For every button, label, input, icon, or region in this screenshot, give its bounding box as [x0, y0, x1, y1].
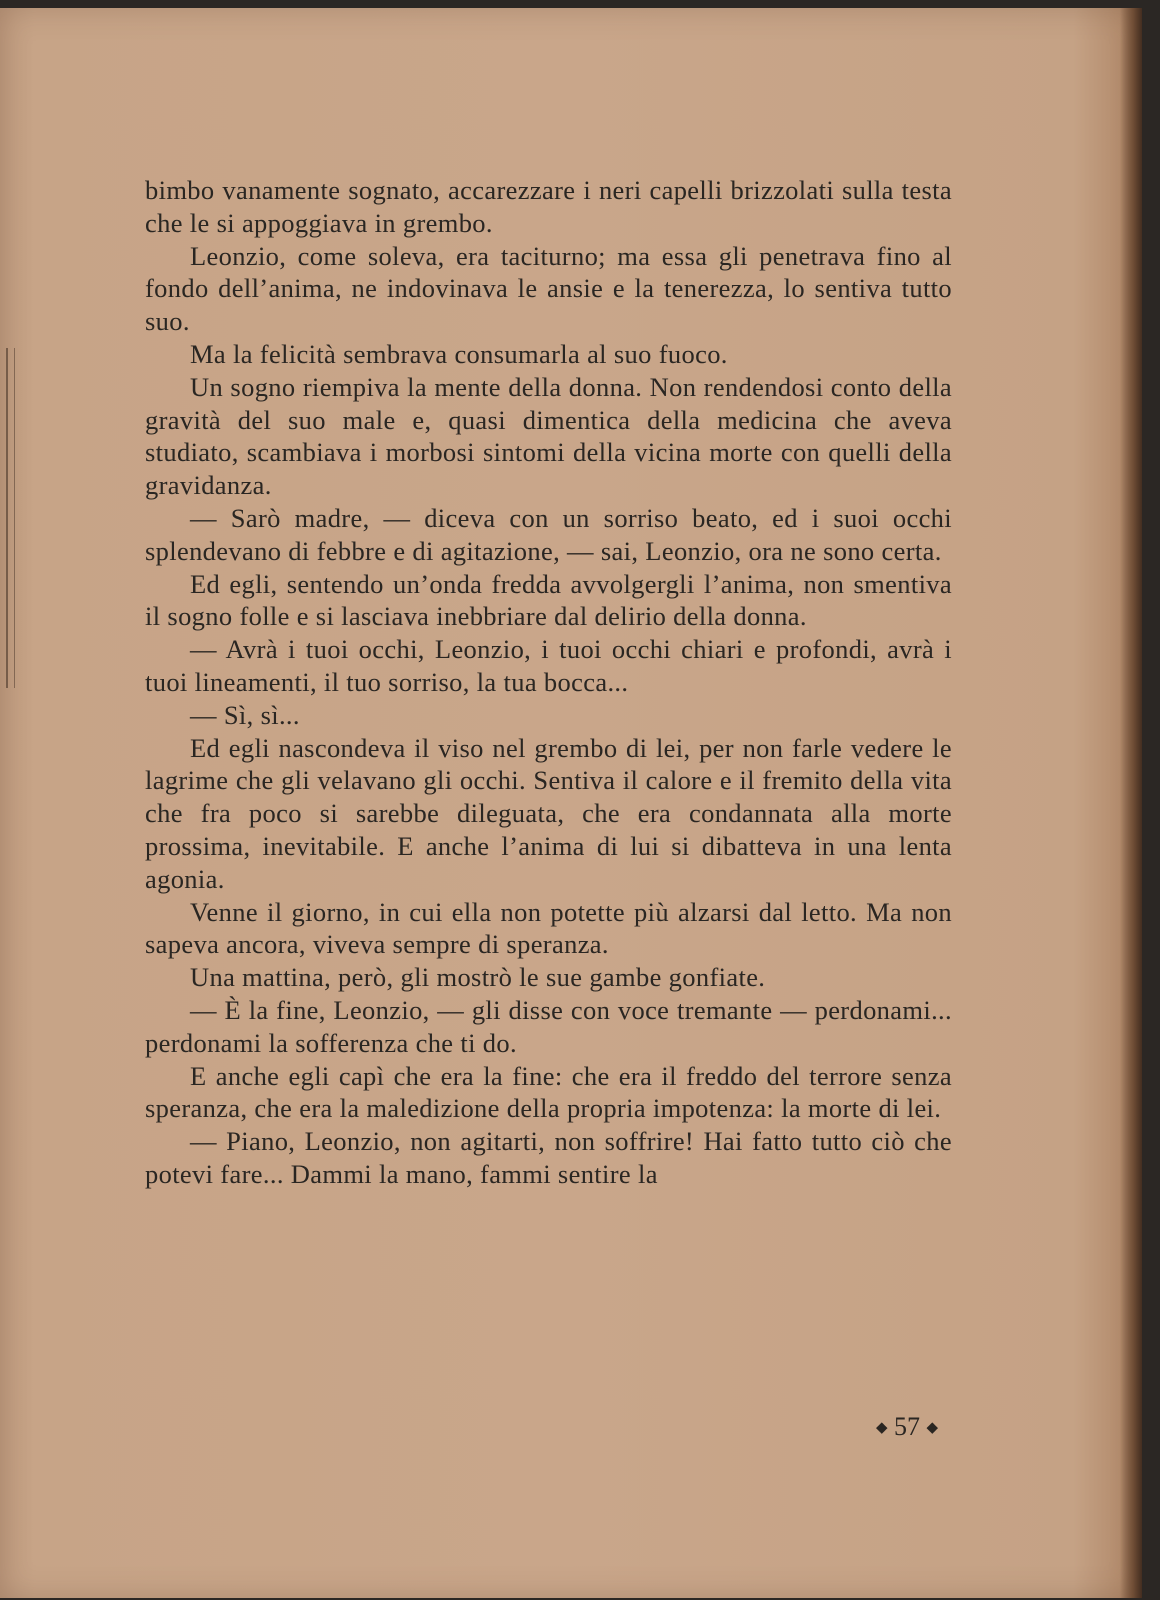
paragraph: Ed egli nascondeva il viso nel grembo di lei, per non farle vedere le lagrime che gli velavano gli occhi. Sentiva il calore e il fremito della vita che fra poco si sarebbe dileguata, che era condannata alla morte prossima, inevitabile. E anche l’anima di lui si dibatteva in una lenta agonia. [145, 732, 952, 894]
body-text [145, 174, 952, 1191]
paragraph: bimbo vanamente sognato, accarezzare i neri capelli brizzolati sulla testa che le si appoggiava in grembo. [145, 175, 952, 238]
paragraph: — Sarò madre, — diceva con un sorriso beato, ed i suoi occhi splendevano di febbre e di agitazione, — sai, Leonzio, ora ne sono certa. [145, 502, 952, 566]
paragraph: Leonzio, come soleva, era taciturno; ma essa gli penetrava fino al fondo dell’anima, ne indovinava le ansie e la tenerezza, lo sentiva tutto suo. [145, 240, 952, 337]
diamond-ornament-icon: ◆ [926, 1420, 939, 1436]
page-edge-mark [6, 348, 15, 688]
page-number: 57 [894, 1412, 920, 1441]
paragraph: — Avrà i tuoi occhi, Leonzio, i tuoi occhi chiari e profondi, avrà i tuoi lineamenti, il tuo sorriso, la tua bocca... [145, 634, 952, 697]
page-number-footer [862, 1412, 952, 1442]
paragraph: — Piano, Leonzio, non agitarti, non soffrire! Hai fatto tutto ciò che potevi fare... Dammi la mano, fammi sentire la [145, 1126, 952, 1189]
paragraph: Venne il giorno, in cui ella non potette più alzarsi dal letto. Ma non sapeva ancora, viveva sempre di speranza. [145, 896, 952, 960]
book-page [0, 8, 1142, 1598]
paragraph: — È la fine, Leonzio, — gli disse con voce tremante — perdonami... perdonami la sofferenza che ti do. [145, 994, 952, 1058]
paragraph: Un sogno riempiva la mente della donna. Non rendendosi conto della gravità del suo male e, quasi dimentica della medicina che aveva studiato, scambiava i morbosi sintomi della vicina morte con quelli della gravidanza. [145, 371, 952, 501]
paragraph: — Sì, sì... [190, 699, 300, 730]
paragraph: Ed egli, sentendo un’onda fredda avvolgergli l’anima, non smentiva il sogno folle e si lasciava inebbriare dal delirio della donna. [145, 568, 952, 632]
paragraph: E anche egli capì che era la fine: che era il freddo del terrore senza speranza, che era la maledizione della propria impotenza: la morte di lei. [145, 1060, 952, 1124]
paragraph: Ma la felicità sembrava consumarla al suo fuoco. [190, 338, 728, 369]
paragraph: Una mattina, però, gli mostrò le sue gambe gonfiate. [190, 962, 766, 993]
diamond-ornament-icon: ◆ [875, 1420, 888, 1436]
